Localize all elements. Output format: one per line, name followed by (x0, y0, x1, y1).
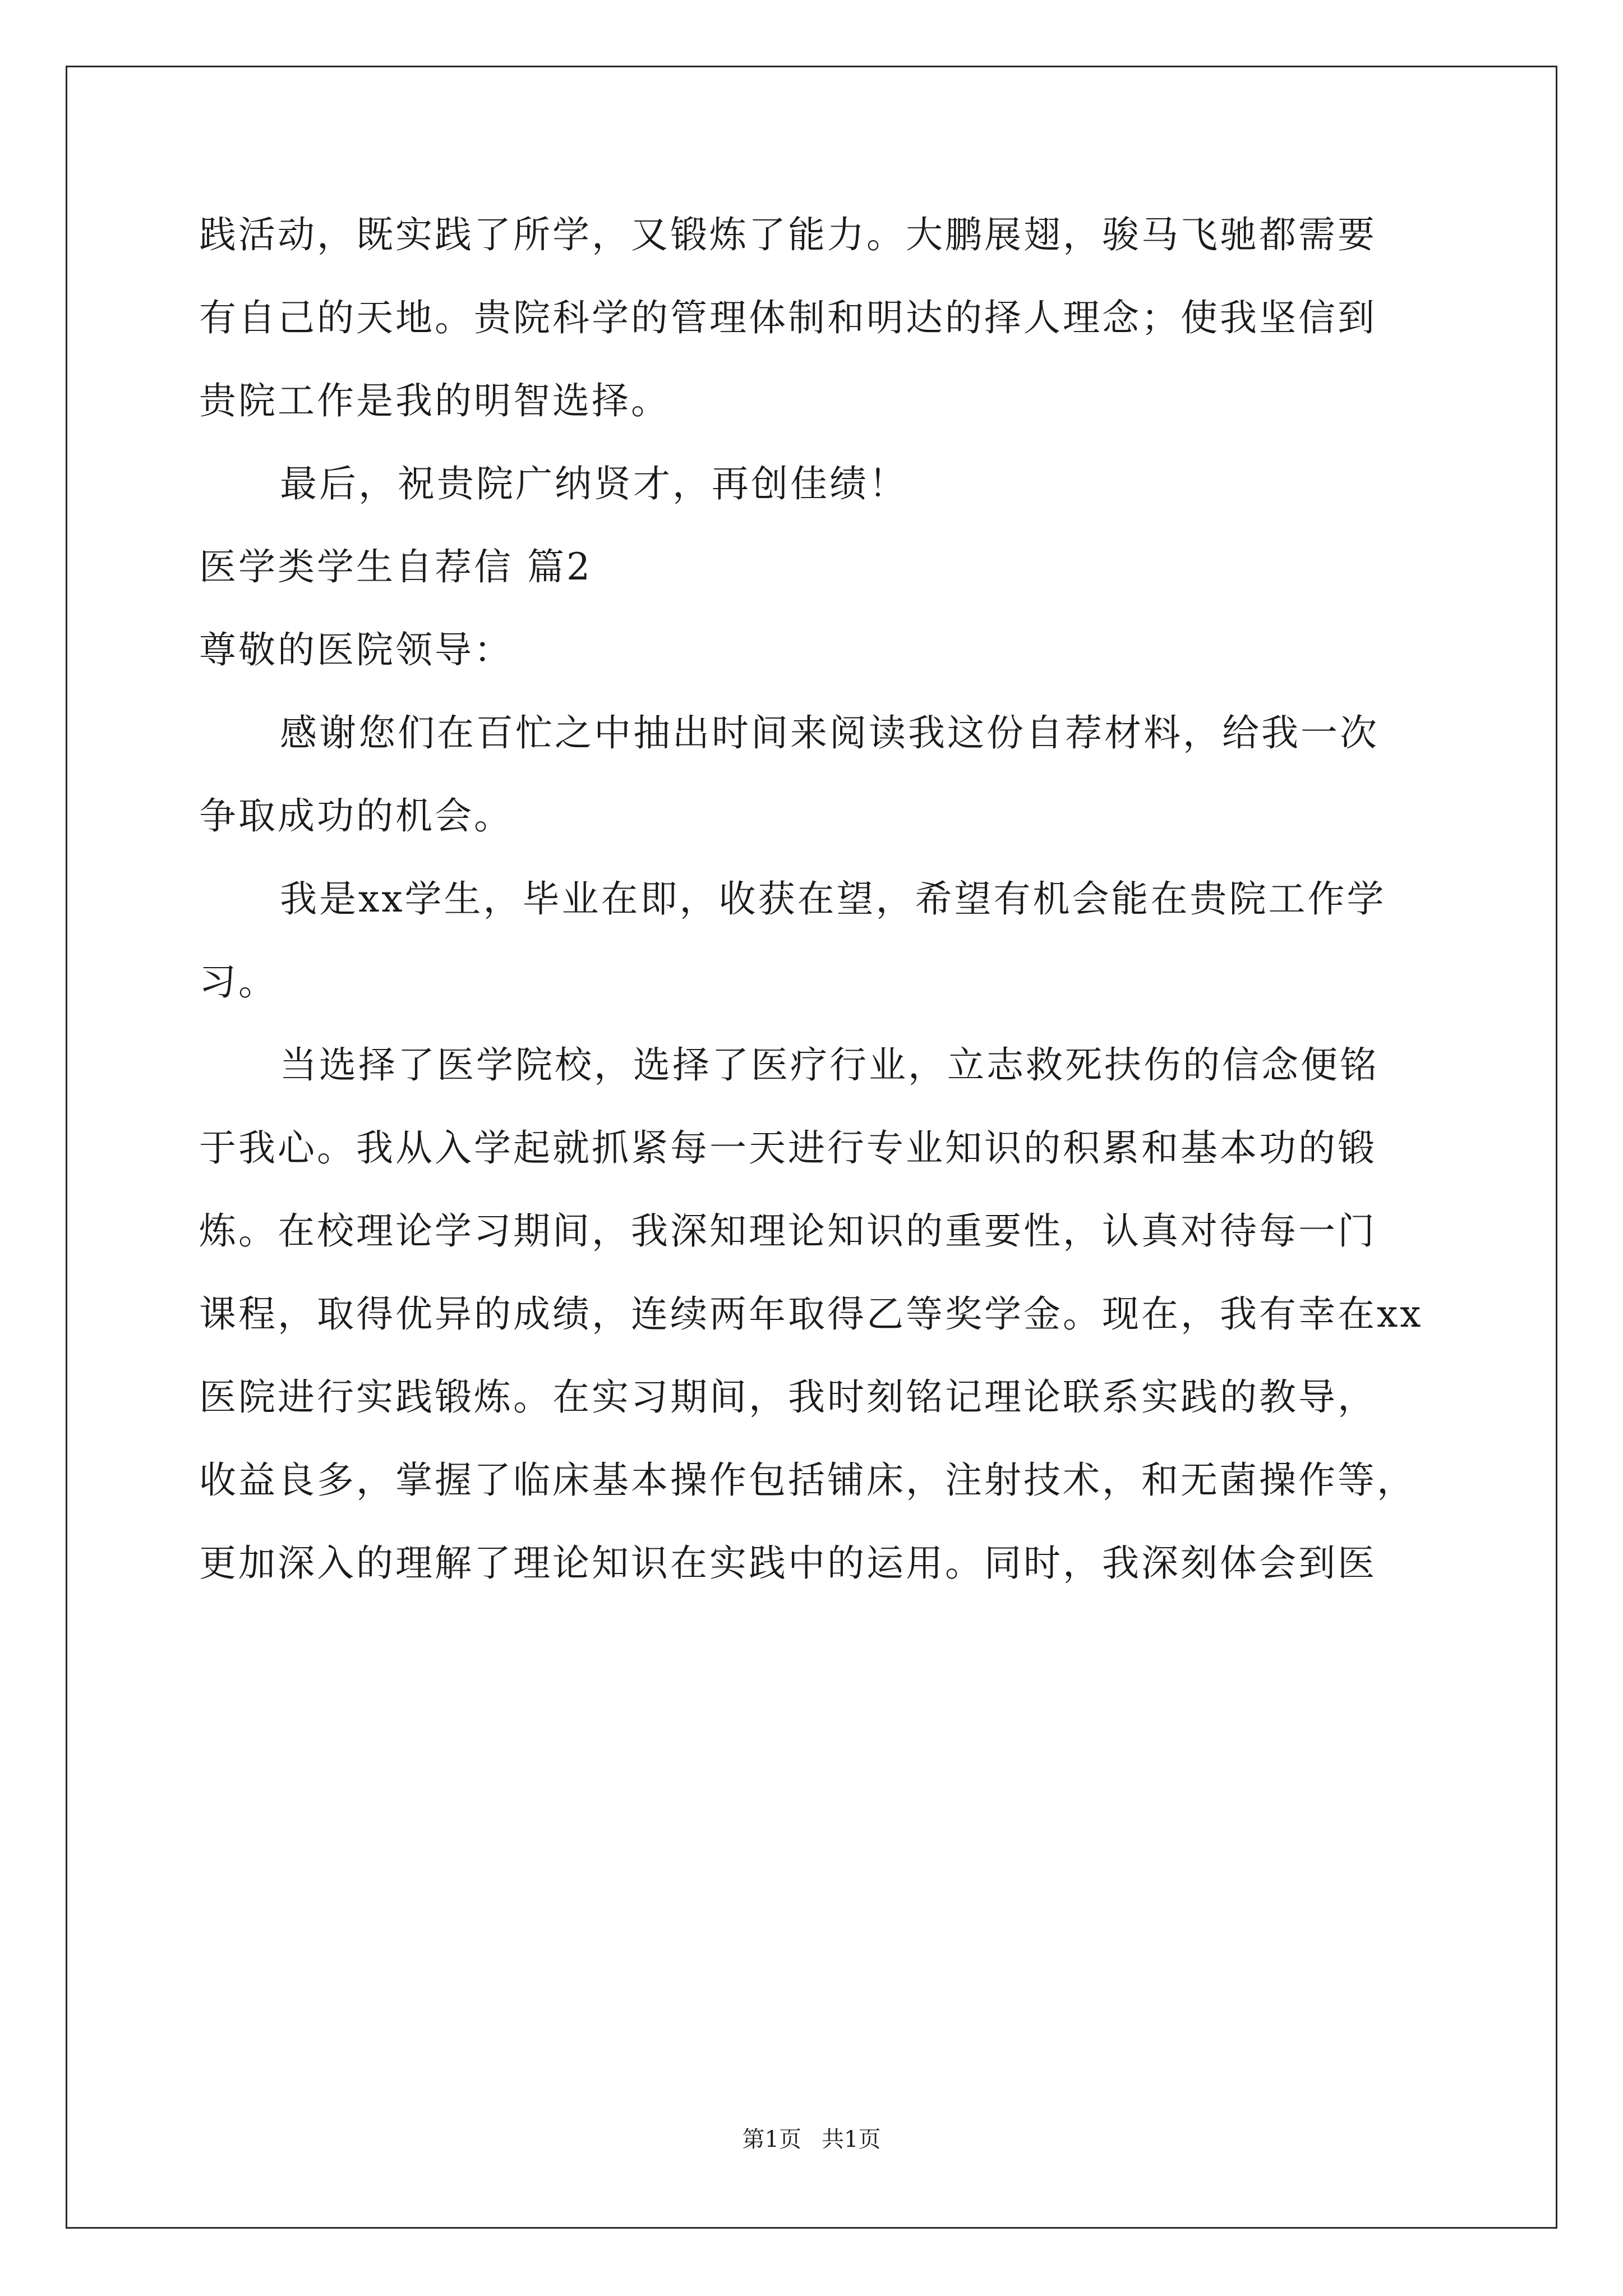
page-total: 共1页 (822, 2127, 881, 2152)
closing-line: 最后，祝贵院广纳贤才，再创佳绩！ (280, 462, 908, 505)
section-heading: 医学类学生自荐信 篇2 (199, 545, 592, 588)
body-line: 践活动，既实践了所学，又锻炼了能力。大鹏展翅，骏马飞驰都需要 (199, 213, 1377, 256)
body-line: 有自己的天地。贵院科学的管理体制和明达的择人理念；使我坚信到 (199, 296, 1377, 339)
body-line: 课程，取得优异的成绩，连续两年取得乙等奖学金。现在，我有幸在xx (199, 1292, 1423, 1336)
body-line: 我是xx学生，毕业在即，收获在望，希望有机会能在贵院工作学 (280, 877, 1386, 921)
body-line: 习。 (199, 960, 278, 1004)
page-footer (0, 2126, 1623, 2153)
body-line: 感谢您们在百忙之中抽出时间来阅读我这份自荐材料，给我一次 (280, 711, 1379, 754)
body-line: 炼。在校理论学习期间，我深知理论知识的重要性，认真对待每一门 (199, 1209, 1377, 1253)
body-line: 争取成功的机会。 (199, 794, 513, 838)
body-line: 贵院工作是我的明智选择。 (199, 379, 670, 422)
body-line: 医院进行实践锻炼。在实习期间，我时刻铭记理论联系实践的教导， (199, 1375, 1377, 1419)
body-line: 于我心。我从入学起就抓紧每一天进行专业知识的积累和基本功的锻 (199, 1126, 1377, 1170)
salutation: 尊敬的医院领导： (199, 628, 513, 671)
body-line: 收益良多，掌握了临床基本操作包括铺床，注射技术，和无菌操作等， (199, 1458, 1416, 1502)
body-line: 更加深入的理解了理论知识在实践中的运用。同时，我深刻体会到医 (199, 1542, 1377, 1585)
page-number: 第1页 (742, 2127, 801, 2152)
body-line: 当选择了医学院校，选择了医疗行业，立志救死扶伤的信念便铭 (280, 1043, 1379, 1087)
